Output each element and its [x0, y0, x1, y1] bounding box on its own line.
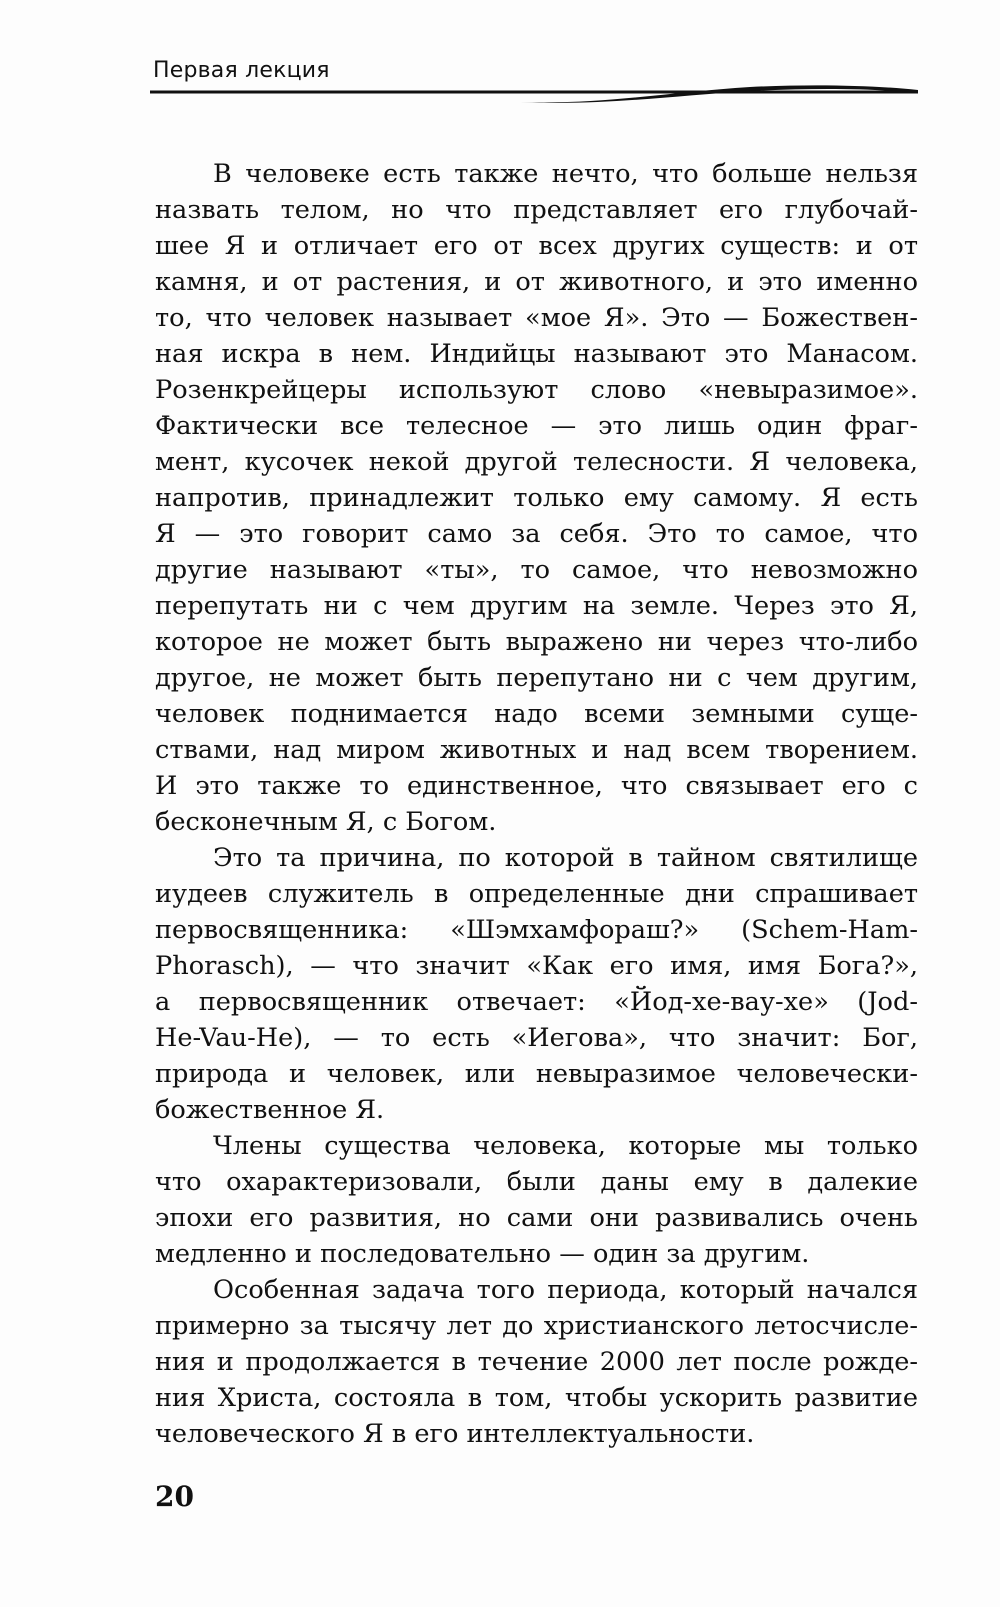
text-line: человек поднимается надо всеми земными суще- — [155, 699, 918, 729]
running-head: Первая лекция — [153, 58, 330, 83]
text-line: эпохи его развития, но сами они развивались очень — [155, 1203, 918, 1233]
text-line: ная искра в нем. Индийцы называют это Манасом. — [155, 339, 918, 369]
text-line: которое не может быть выражено ни через что-либо — [155, 627, 918, 657]
text-line: первосвященника: «Шэмхамфораш?» (Schem-Ham- — [155, 915, 918, 945]
text-line: примерно за тысячу лет до христианского летосчисле- — [155, 1311, 918, 1341]
text-line: камня, и от растения, и от животного, и это именно — [155, 267, 918, 297]
text-line: другое, не может быть перепутано ни с чем другим, — [155, 663, 918, 693]
text-line: Я — это говорит само за себя. Это то самое, что — [155, 519, 918, 549]
page-number: 20 — [155, 1480, 194, 1513]
text-line: природа и человек, или невыразимое человечески- — [155, 1059, 918, 1089]
paragraph-4 — [155, 1272, 918, 1452]
text-line: бесконечным Я, с Богом. — [155, 807, 497, 837]
text-line: И это также то единственное, что связывает его с — [155, 771, 918, 801]
text-line: He-Vau-He), — то есть «Иегова», что значит: Бог, — [155, 1023, 918, 1053]
text-line: ствами, над миром животных и над всем творением. — [155, 735, 918, 765]
paragraph-3 — [155, 1128, 918, 1272]
text-line: божественное Я. — [155, 1095, 385, 1125]
paragraph-1 — [155, 156, 918, 840]
text-line: иудеев служитель в определенные дни спрашивает — [155, 879, 918, 909]
text-line: Phorasch), — что значит «Как его имя, имя Бога?», — [155, 951, 918, 981]
text-line: человеческого Я в его интеллектуальности. — [155, 1419, 755, 1449]
text-line: шее Я и отличает его от всех других существ: и от — [155, 231, 918, 261]
text-line: ния Христа, состояла в том, чтобы ускорить развитие — [155, 1383, 918, 1413]
text-line: ния и продолжается в течение 2000 лет после рожде- — [155, 1347, 918, 1377]
body-text — [155, 156, 918, 1452]
text-line: другие называют «ты», то самое, что невозможно — [155, 555, 918, 585]
text-line: Это та причина, по которой в тайном святилище — [213, 843, 918, 873]
text-line: медленно и последовательно — один за другим. — [155, 1239, 810, 1269]
text-line: В человеке есть также нечто, что больше нельзя — [213, 159, 918, 189]
text-line: Члены существа человека, которые мы только — [213, 1131, 918, 1161]
header-rule — [150, 78, 918, 118]
text-line: то, что человек называет «мое Я». Это — Божествен- — [155, 303, 918, 333]
text-line: мент, кусочек некой другой телесности. Я человека, — [155, 447, 918, 477]
text-line: а первосвященник отвечает: «Йод-хе-вау-хе» (Jod- — [155, 987, 918, 1017]
text-line: назвать телом, но что представляет его глубочай- — [155, 195, 918, 225]
text-line: Фактически все телесное — это лишь один фраг- — [155, 411, 918, 441]
text-line: Розенкрейцеры используют слово «невыразимое». — [155, 375, 918, 405]
text-line: напротив, принадлежит только ему самому. Я есть — [155, 483, 918, 513]
text-line: перепутать ни с чем другим на земле. Через это Я, — [155, 591, 918, 621]
text-line: Особенная задача того периода, который начался — [213, 1275, 918, 1305]
text-line: что охарактеризовали, были даны ему в далекие — [155, 1167, 918, 1197]
paragraph-2 — [155, 840, 918, 1128]
